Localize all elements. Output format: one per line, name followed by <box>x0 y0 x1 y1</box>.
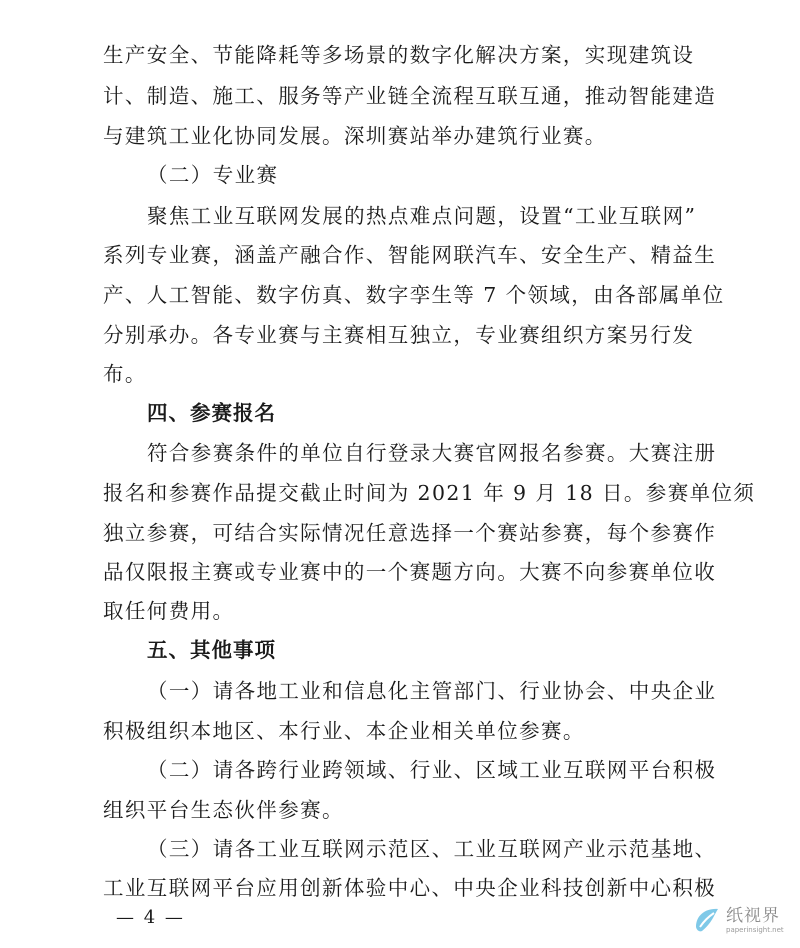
body-line-15: 取任何费用。 <box>103 599 235 623</box>
body-line-14: 品仅限报主赛或专业赛中的一个赛题方向。大赛不向参赛单位收 <box>103 560 717 584</box>
paperinsight-logo-icon <box>692 905 722 935</box>
body-line-13: 独立参赛，可结合实际情况任意选择一个赛站参赛，每个参赛作 <box>103 521 717 545</box>
body-line-21: （三）请各工业互联网示范区、工业互联网产业示范基地、 <box>147 837 717 861</box>
body-line-12: 报名和参赛作品提交截止时间为 2021 年 9 月 18 日。参赛单位须 <box>103 481 756 505</box>
watermark-url: paperinsight.net <box>726 925 784 934</box>
body-line-3: 与建筑工业化协同发展。深圳赛站举办建筑行业赛。 <box>103 124 607 148</box>
section-heading-registration: 四、参赛报名 <box>147 401 276 425</box>
body-line-11: 符合参赛条件的单位自行登录大赛官网报名参赛。大赛注册 <box>147 441 717 465</box>
body-line-6: 系列专业赛，涵盖产融合作、智能网联汽车、安全生产、精益生 <box>103 243 717 267</box>
body-line-19: （二）请各跨行业跨领域、行业、区域工业互联网平台积极 <box>147 758 717 782</box>
body-line-7: 产、人工智能、数字仿真、数字孪生等 7 个领域，由各部属单位 <box>103 283 725 307</box>
page-number: — 4 — <box>116 907 185 928</box>
body-line-20: 组织平台生态伙伴参赛。 <box>103 798 344 822</box>
watermark-title: 纸视界 <box>726 905 780 926</box>
body-line-2: 计、制造、施工、服务等产业链全流程互联互通，推动智能建造 <box>103 84 717 108</box>
subsection-heading-professional: （二）专业赛 <box>147 163 279 187</box>
body-line-5: 聚焦工业互联网发展的热点难点问题，设置“工业互联网” <box>147 204 697 228</box>
body-line-18: 积极组织本地区、本行业、本企业相关单位参赛。 <box>103 719 585 743</box>
body-line-17: （一）请各地工业和信息化主管部门、行业协会、中央企业 <box>147 679 717 703</box>
watermark <box>692 898 792 942</box>
body-line-9: 布。 <box>103 362 147 386</box>
body-line-8: 分别承办。各专业赛与主赛相互独立，专业赛组织方案另行发 <box>103 323 695 347</box>
body-line-1: 生产安全、节能降耗等多场景的数字化解决方案，实现建筑设 <box>103 43 695 67</box>
body-line-22: 工业互联网平台应用创新体验中心、中央企业科技创新中心积极 <box>103 876 717 900</box>
section-heading-other-matters: 五、其他事项 <box>147 638 276 662</box>
